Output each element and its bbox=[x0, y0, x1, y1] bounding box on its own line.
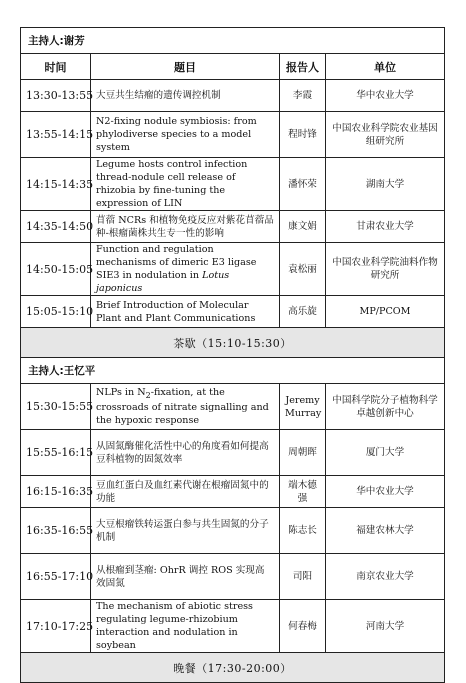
dinner-row bbox=[21, 653, 445, 683]
row-speaker: 李霞 bbox=[280, 80, 326, 112]
row-speaker: 何春梅 bbox=[280, 600, 326, 653]
table-row bbox=[21, 211, 445, 243]
table-row bbox=[21, 476, 445, 508]
table-row bbox=[21, 296, 445, 328]
header-unit: 单位 bbox=[326, 54, 445, 80]
table-row bbox=[21, 158, 445, 211]
row-topic-text: NLPs in N bbox=[96, 386, 146, 398]
row-unit: 中国农业科学院油料作物研究所 bbox=[326, 243, 445, 296]
row-unit: 中国科学院分子植物科学卓越创新中心 bbox=[326, 384, 445, 430]
schedule-table bbox=[20, 27, 445, 683]
table-row bbox=[21, 554, 445, 600]
table-row bbox=[21, 80, 445, 112]
row-speaker: 袁松丽 bbox=[280, 243, 326, 296]
header-row bbox=[21, 54, 445, 80]
row-topic: Brief Introduction of Molecular Plant and Plant Communications bbox=[91, 296, 280, 328]
row-unit: MP/PCOM bbox=[326, 296, 445, 328]
row-time: 14:15-14:35 bbox=[21, 158, 91, 211]
row-speaker: 高乐旋 bbox=[280, 296, 326, 328]
row-unit: 南京农业大学 bbox=[326, 554, 445, 600]
row-topic bbox=[91, 384, 280, 430]
row-time: 14:35-14:50 bbox=[21, 211, 91, 243]
row-topic: 从固氮酶催化活性中心的角度看如何提高豆科植物的固氮效率 bbox=[91, 430, 280, 476]
header-time: 时间 bbox=[21, 54, 91, 80]
row-topic-text: Function and regulation mechanisms of dimeric E3 ligase SIE3 in nodulation in bbox=[96, 244, 257, 281]
row-time: 16:15-16:35 bbox=[21, 476, 91, 508]
row-unit: 华中农业大学 bbox=[326, 476, 445, 508]
row-topic: 大豆共生结瘤的遗传调控机制 bbox=[91, 80, 280, 112]
table-row bbox=[21, 112, 445, 158]
row-time: 14:50-15:05 bbox=[21, 243, 91, 296]
row-topic-subscript: 2 bbox=[145, 390, 151, 400]
row-topic: 苜蓿 NCRs 和植物免疫反应对紫花苜蓿品种-根瘤菌株共生专一性的影响 bbox=[91, 211, 280, 243]
row-topic bbox=[91, 243, 280, 296]
row-time: 16:35-16:55 bbox=[21, 508, 91, 554]
row-time: 13:30-13:55 bbox=[21, 80, 91, 112]
row-speaker: 陈志长 bbox=[280, 508, 326, 554]
row-topic: 大豆根瘤铁转运蛋白参与共生固氮的分子机制 bbox=[91, 508, 280, 554]
row-time: 15:30-15:55 bbox=[21, 384, 91, 430]
row-time: 15:05-15:10 bbox=[21, 296, 91, 328]
session-2-chair: 主持人:王忆平 bbox=[21, 358, 445, 384]
row-speaker: Jeremy Murray bbox=[280, 384, 326, 430]
session-2-chair-row bbox=[21, 358, 445, 384]
header-topic: 题目 bbox=[91, 54, 280, 80]
row-topic-species: Lotus japonicus bbox=[96, 270, 230, 294]
row-topic: 豆血红蛋白及血红素代谢在根瘤固氮中的功能 bbox=[91, 476, 280, 508]
row-unit: 甘肃农业大学 bbox=[326, 211, 445, 243]
row-topic: The mechanism of abiotic stress regulating legume-rhizobium interaction and nodulation in soybean bbox=[91, 600, 280, 653]
row-topic: 从根瘤到茎瘤: OhrR 调控 ROS 实现高效固氮 bbox=[91, 554, 280, 600]
table-row bbox=[21, 243, 445, 296]
table-row bbox=[21, 384, 445, 430]
row-unit: 福建农林大学 bbox=[326, 508, 445, 554]
row-speaker: 端木德强 bbox=[280, 476, 326, 508]
row-time: 16:55-17:10 bbox=[21, 554, 91, 600]
row-unit: 中国农业科学院农业基因组研究所 bbox=[326, 112, 445, 158]
row-time: 13:55-14:15 bbox=[21, 112, 91, 158]
session-1-chair: 主持人:谢芳 bbox=[21, 28, 445, 54]
session-1-chair-row bbox=[21, 28, 445, 54]
row-topic-text: -fixation, at the crossroads of nitrate signalling and the hypoxic response bbox=[96, 386, 269, 427]
tea-break: 茶歇（15:10-15:30） bbox=[21, 328, 445, 358]
row-topic: N2-fixing nodule symbiosis: from phylodiverse species to a model system bbox=[91, 112, 280, 158]
row-unit: 华中农业大学 bbox=[326, 80, 445, 112]
row-speaker: 潘怀荣 bbox=[280, 158, 326, 211]
row-speaker: 程时锋 bbox=[280, 112, 326, 158]
dinner: 晚餐（17:30-20:00） bbox=[21, 653, 445, 683]
row-unit: 湖南大学 bbox=[326, 158, 445, 211]
row-time: 15:55-16:15 bbox=[21, 430, 91, 476]
table-row bbox=[21, 508, 445, 554]
row-speaker: 周朝晖 bbox=[280, 430, 326, 476]
row-time: 17:10-17:25 bbox=[21, 600, 91, 653]
row-topic: Legume hosts control infection thread-nodule cell release of rhizobia by fine-tuning the expression of LIN bbox=[91, 158, 280, 211]
header-speaker: 报告人 bbox=[280, 54, 326, 80]
row-speaker: 康文娟 bbox=[280, 211, 326, 243]
table-row bbox=[21, 430, 445, 476]
row-speaker: 司阳 bbox=[280, 554, 326, 600]
tea-break-row bbox=[21, 328, 445, 358]
row-unit: 河南大学 bbox=[326, 600, 445, 653]
row-unit: 厦门大学 bbox=[326, 430, 445, 476]
table-row bbox=[21, 600, 445, 653]
